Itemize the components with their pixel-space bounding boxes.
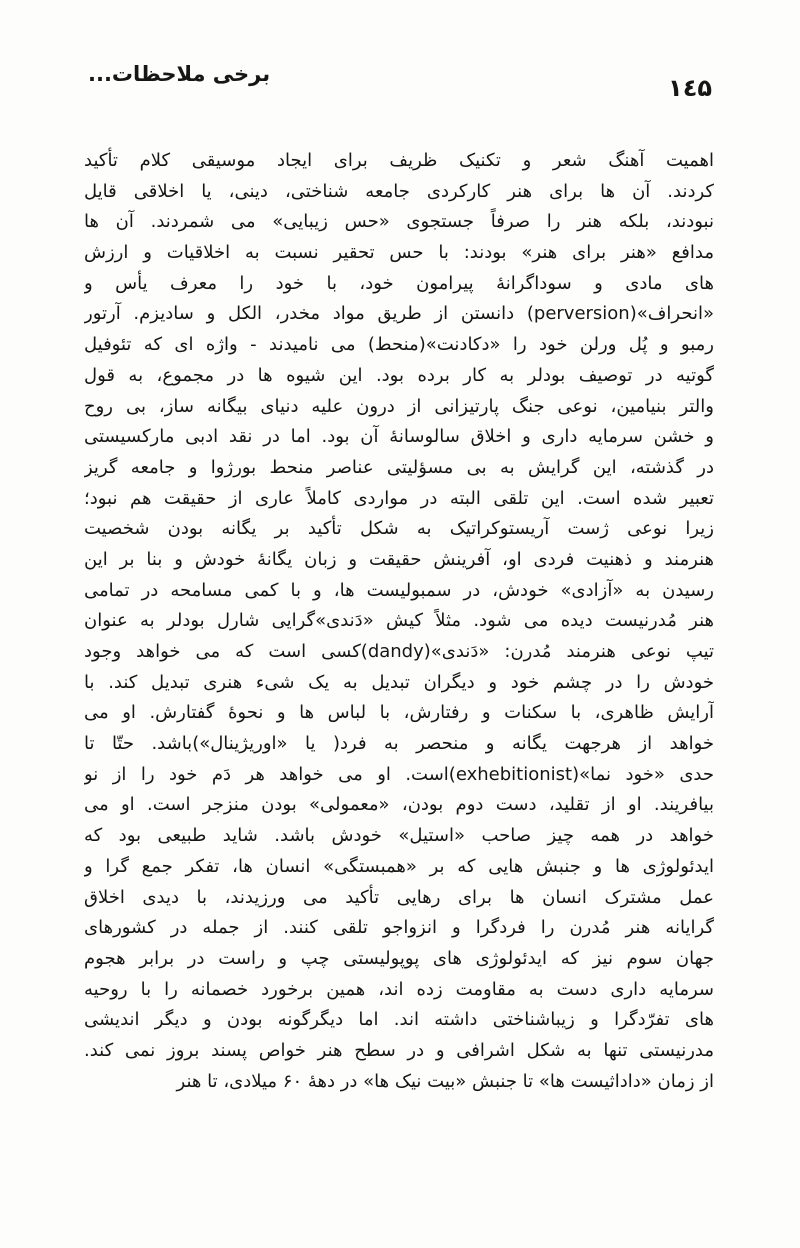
text-line: خواهد از هرجهت یگانه و منحصر به فرد( یا «اوریژینال»)باشد. حتّا تا [84, 733, 714, 755]
running-head [88, 56, 712, 102]
text-line: خودش را در چشم خود و دیگران تبدیل به یک شیء هنری تبدیل کند. با [84, 671, 714, 693]
text-line: هنر مُدرنیست دیده می شود. مثلاً کیش «دَندی»گرایی شارل بودلر به عنوان [84, 610, 714, 632]
text-line: حدی «خود نما»(exhebitionist)است. او می خواهد هر دَم خود را از نو [84, 763, 714, 785]
text-line: مدرنیستی تنها به شکل اشرافی و در سطح هنر خواص پسند بروز نمی کند. [84, 1039, 714, 1061]
text-line: ایدئولوژی ها و جنبش هایی که بر «همبستگی» انسان ها، تفکر جمع گرا و [84, 855, 714, 877]
text-line: تیپ نوعی هنرمند مُدرن: «دَندی»(dandy)کسی است که می خواهد وجود [84, 641, 714, 662]
text-line: های تفرّدگرا و زیباشناختی داشته اند. اما دیگرگونه بودن و دیگر اندیشی [84, 1009, 714, 1031]
text-line: خواهد در همه چیز صاحب «استیل» خودش باشد. شاید طبیعی بود که [84, 825, 714, 847]
page-number: ۱٤۵ [668, 74, 712, 102]
text-line: «انحراف»(perversion) دانستن از طریق مواد مخدر، الکل و سادیزم. آرتور [84, 303, 714, 325]
text-line: تعبیر شده است. این تلقی البته در مواردی کاملاً عاری از حقیقت هم نبود؛ [84, 487, 714, 509]
text-line: بیافریند. او از تقلید، دست دوم بودن، «معمولی» بودن منزجر است. او می [84, 794, 714, 816]
text-line: مدافع «هنر برای هنر» بودند: با حس تحقیر نسبت به اخلاقیات و ارزش [84, 242, 714, 264]
text-line: و خشن سرمایه داری و اخلاق سالوسانهٔ آن بود. اما در نقد ادبی مارکسیستی [84, 426, 714, 448]
running-title: برخی ملاحظات... [88, 62, 271, 86]
text-line: نبودند، بلکه هنر را صرفاً جستجوی «حس زیبایی» می شمردند. آن ها [84, 211, 714, 233]
body-text [84, 146, 714, 1097]
text-line: هنرمند و ذهنیت فردی او، آفرینش حقیقت و زبان یگانهٔ خودش و بنا بر این [84, 548, 714, 570]
text-line: سرمایه داری دست به مقاومت زده اند، همین برخورد خصمانه را با روحیه [84, 978, 714, 1000]
text-line: از زمان «داداثیست ها» تا جنبش «بیت نیک ها» در دههٔ ۶۰ میلادی، تا هنر [176, 1070, 714, 1092]
text-line: آرایش ظاهری، با سکنات و رفتارش، با لباس ها و نحوهٔ گفتارش. او می [84, 702, 714, 724]
text-line: جهان سوم نیز که ایدئولوژی های پوپولیستی چپ و راست در برابر هجوم [84, 947, 714, 969]
text-line: رمبو و پُل ورلن خود را «دکادنت»(منحط) می نامیدند - واژه ای که تئوفیل [84, 334, 714, 356]
text-line: زیرا نوعی ژست آریستوکراتیک به شکل تأکید بر یگانه بودن شخصیت [84, 518, 714, 540]
text-line: در گذشته، این گرایش به بی مسؤلیتی عناصر منحط بورژوا و جامعه گریز [84, 456, 714, 478]
text-line: والتر بنیامین، نوعی جنگ پارتیزانی از درون علیه دنیای بیگانه ساز، بی روح [84, 395, 714, 417]
text-line: رسیدن به «آزادی» خودش، در سمبولیست ها، و با کمی مسامحه در تمامی [84, 579, 714, 601]
text-line: اهمیت آهنگ شعر و تکنیک ظریف برای ایجاد موسیقی کلام تأکید [84, 150, 714, 171]
text-line: های مادی و سوداگرانهٔ پیرامون خود، با خود را معرف یأس و [84, 272, 714, 294]
text-line: گرایانه هنر مُدرن را فردگرا و انزواجو تلقی کنند. از جمله در کشورهای [84, 917, 714, 939]
text-line: کردند. آن ها برای هنر کارکردی جامعه شناختی، دینی، یا اخلاقی قایل [84, 180, 714, 202]
text-line: گوتیه در توصیف بودلر به کار برده بود. این شیوه ها در مجموع، به قول [84, 364, 714, 386]
text-line: عمل مشترک انسان ها برای رهایی تأکید می ورزیدند، با دیدی اخلاق [84, 886, 714, 908]
